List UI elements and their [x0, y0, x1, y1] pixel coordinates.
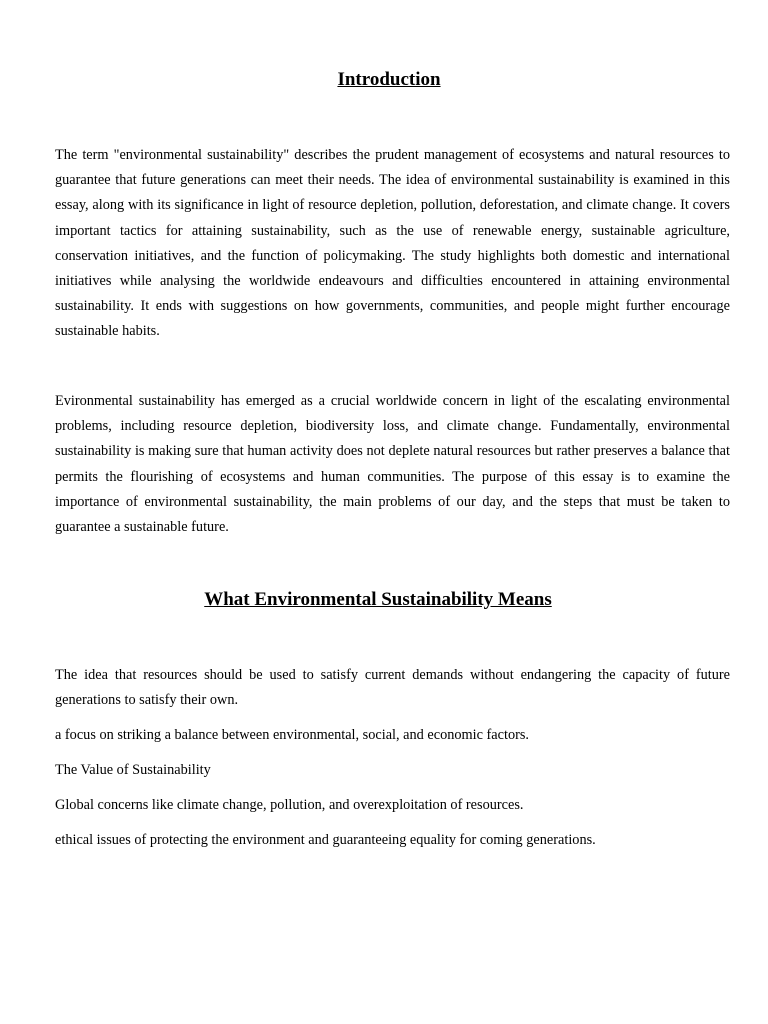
section-heading: What Environmental Sustainability Means	[204, 589, 552, 610]
section-line: ethical issues of protecting the environment and guaranteeing equality for coming generations.	[55, 832, 596, 848]
section-line: The idea that resources should be used to satisfy current demands without endangering the capacity of future generations to satisfy their own.	[55, 667, 730, 709]
section-line: Global concerns like climate change, pollution, and overexploitation of resources.	[55, 797, 524, 813]
intro-paragraph-1: The term "environmental sustainability" describes the prudent management of ecosystems and natural resources to guarantee that future generations can meet their needs. The idea of environmental sustainability is examined in this essay, along with its significance in light of resource depletion, pollution, deforestation, and climate change. It covers important tactics for attaining sustainability, such as the use of renewable energy, sustainable agriculture, conservation initiatives, and the function of policymaking. The study highlights both domestic and international initiatives while analysing the worldwide endeavours and difficulties encountered in attaining environmental sustainability. It ends with suggestions on how governments, communities, and people might further encourage sustainable habits.	[55, 147, 730, 340]
intro-paragraph-2: Evironmental sustainability has emerged as a crucial worldwide concern in light of the escalating environmental problems, including resource depletion, biodiversity loss, and climate change. Fundamentally, environmental sustainability is making sure that human activity does not deplete natural resources but rather preserves a balance that permits the flourishing of ecosystems and human communities. The purpose of this essay is to examine the importance of environmental sustainability, the main problems of our day, and the steps that must be taken to guarantee a sustainable future.	[55, 393, 730, 536]
section-line: a focus on striking a balance between environmental, social, and economic factors.	[55, 727, 530, 743]
section-line: The Value of Sustainability	[55, 762, 211, 778]
introduction-heading: Introduction	[337, 69, 441, 90]
